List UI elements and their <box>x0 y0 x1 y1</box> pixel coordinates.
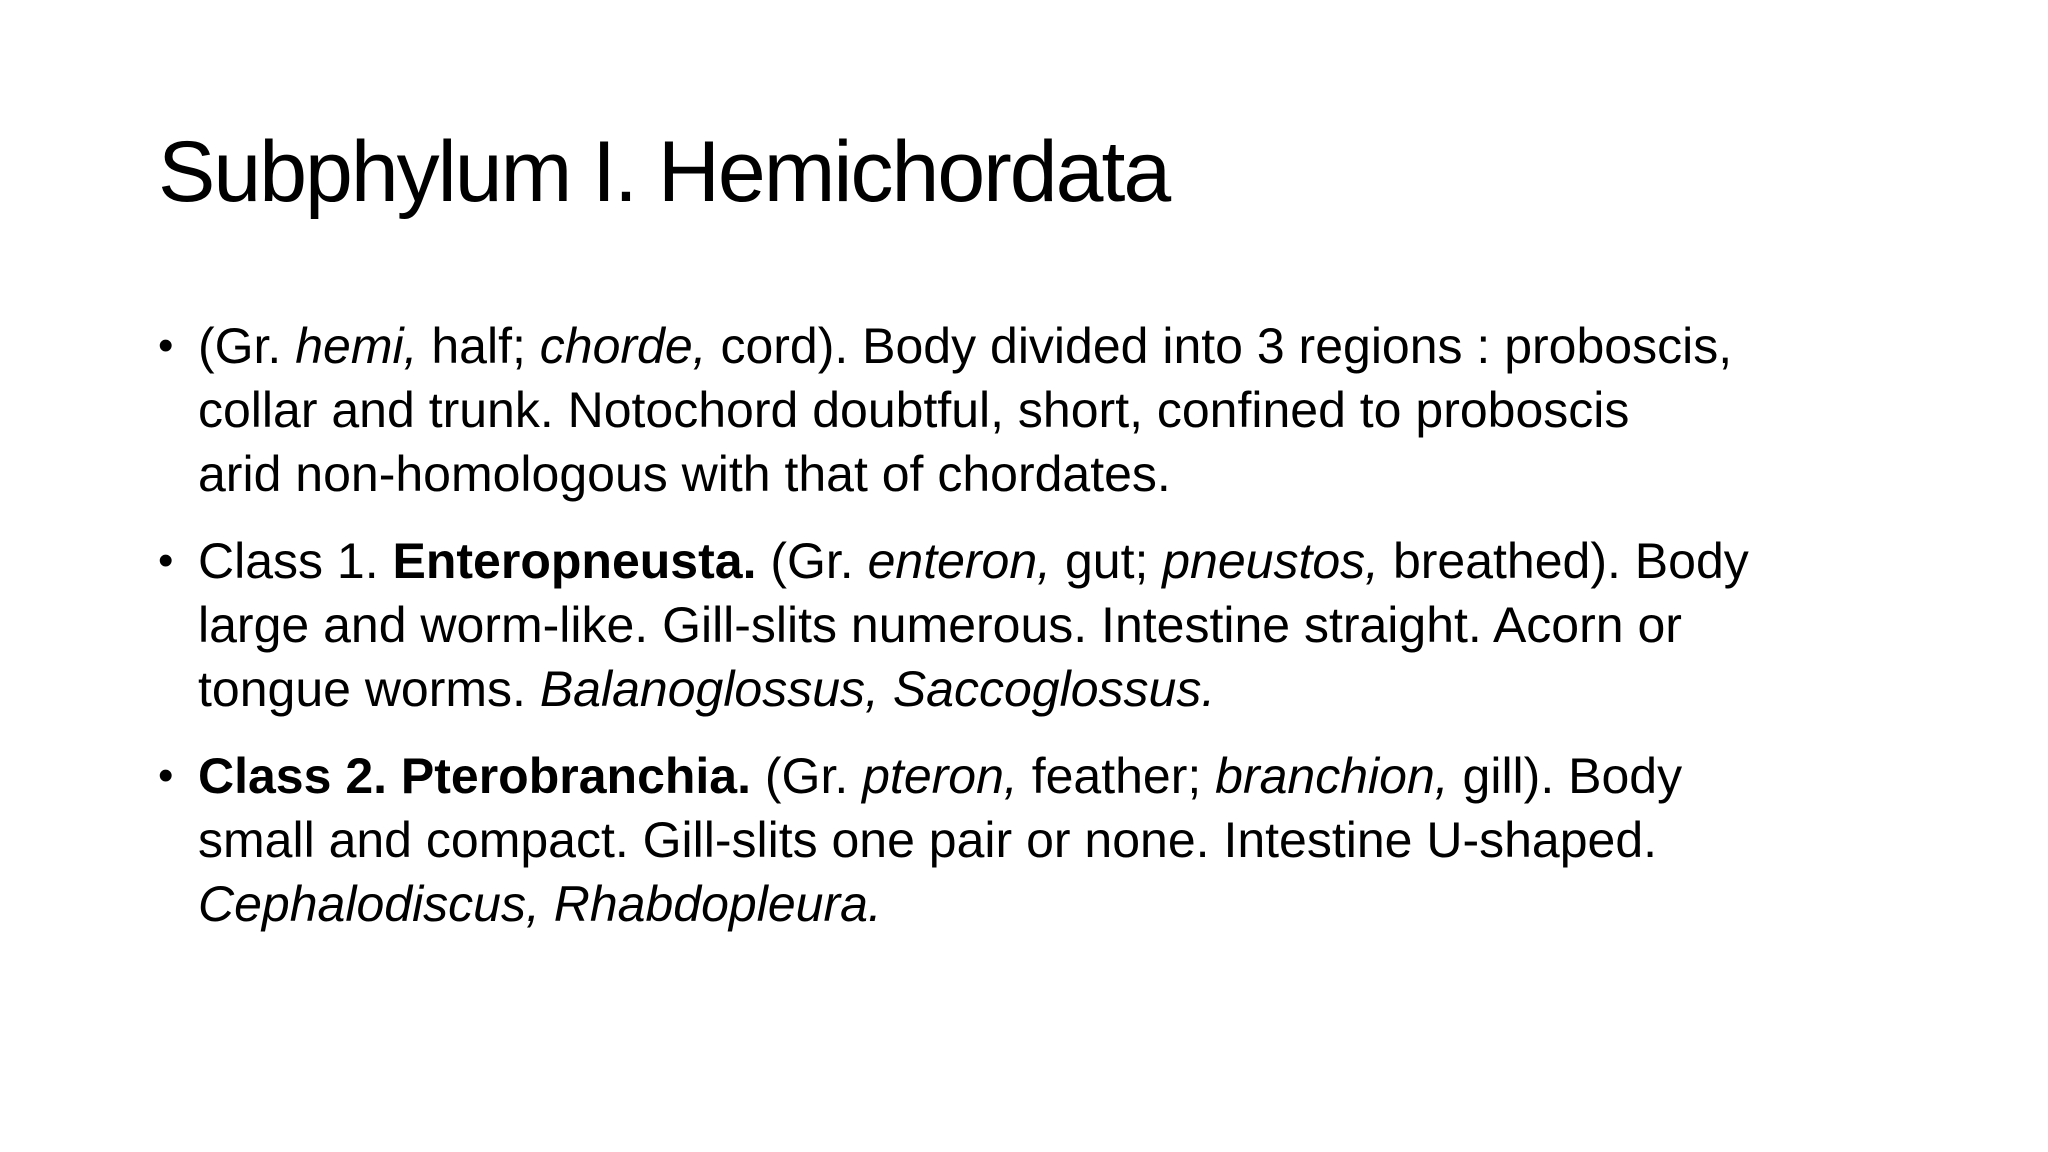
bullet-line <box>198 378 1918 442</box>
bullet-marker: • <box>158 321 174 370</box>
bullet-line <box>198 808 1918 872</box>
bullet-line <box>198 872 1918 936</box>
bullet-line <box>198 593 1918 657</box>
bullet-marker: • <box>158 536 174 585</box>
italic-text: enteron, <box>867 533 1052 589</box>
text-run: breathed). Body <box>1379 533 1749 589</box>
slide-title: Subphylum I. Hemichordata <box>158 124 1170 220</box>
bullet-line <box>198 442 1918 506</box>
text-run: Class 1. <box>198 533 393 589</box>
italic-text: chorde, <box>539 318 707 374</box>
italic-text: Cephalodiscus, Rhabdopleura. <box>198 876 882 932</box>
text-run: gut; <box>1051 533 1163 589</box>
text-run: cord). Body divided into 3 regions : proboscis, <box>706 318 1733 374</box>
italic-text: branchion, <box>1215 748 1449 804</box>
bullet-line <box>198 529 1918 593</box>
text-run: (Gr. <box>198 318 296 374</box>
bold-text: Class 2. Pterobranchia. <box>198 748 752 804</box>
bullet-line <box>198 657 1918 721</box>
text-run: (Gr. <box>756 533 868 589</box>
bullet-marker: • <box>158 751 174 800</box>
text-run: collar and trunk. Notochord doubtful, short, confined to proboscis <box>198 382 1630 438</box>
italic-text: hemi, <box>295 318 418 374</box>
text-run: feather; <box>1017 748 1216 804</box>
bullet-list <box>158 314 1918 959</box>
bullet-line <box>198 314 1918 378</box>
text-run: (Gr. <box>751 748 863 804</box>
bullet-item <box>158 529 1918 721</box>
bold-text: Enteropneusta. <box>392 533 757 589</box>
text-run: half; <box>417 318 540 374</box>
bullet-line <box>198 744 1918 808</box>
bullet-item <box>158 314 1918 506</box>
italic-text: pteron, <box>862 748 1018 804</box>
text-run: small and compact. Gill-slits one pair or none. Intestine U-shaped. <box>198 812 1658 868</box>
bullet-item <box>158 744 1918 936</box>
italic-text: pneustos, <box>1162 533 1380 589</box>
text-run: gill). Body <box>1448 748 1683 804</box>
italic-text: Balanoglossus, Saccoglossus. <box>539 661 1216 717</box>
text-run: arid non-homologous with that of chordates. <box>198 446 1171 502</box>
text-run: tongue worms. <box>198 661 540 717</box>
text-run: large and worm-like. Gill-slits numerous. Intestine straight. Acorn or <box>198 597 1682 653</box>
